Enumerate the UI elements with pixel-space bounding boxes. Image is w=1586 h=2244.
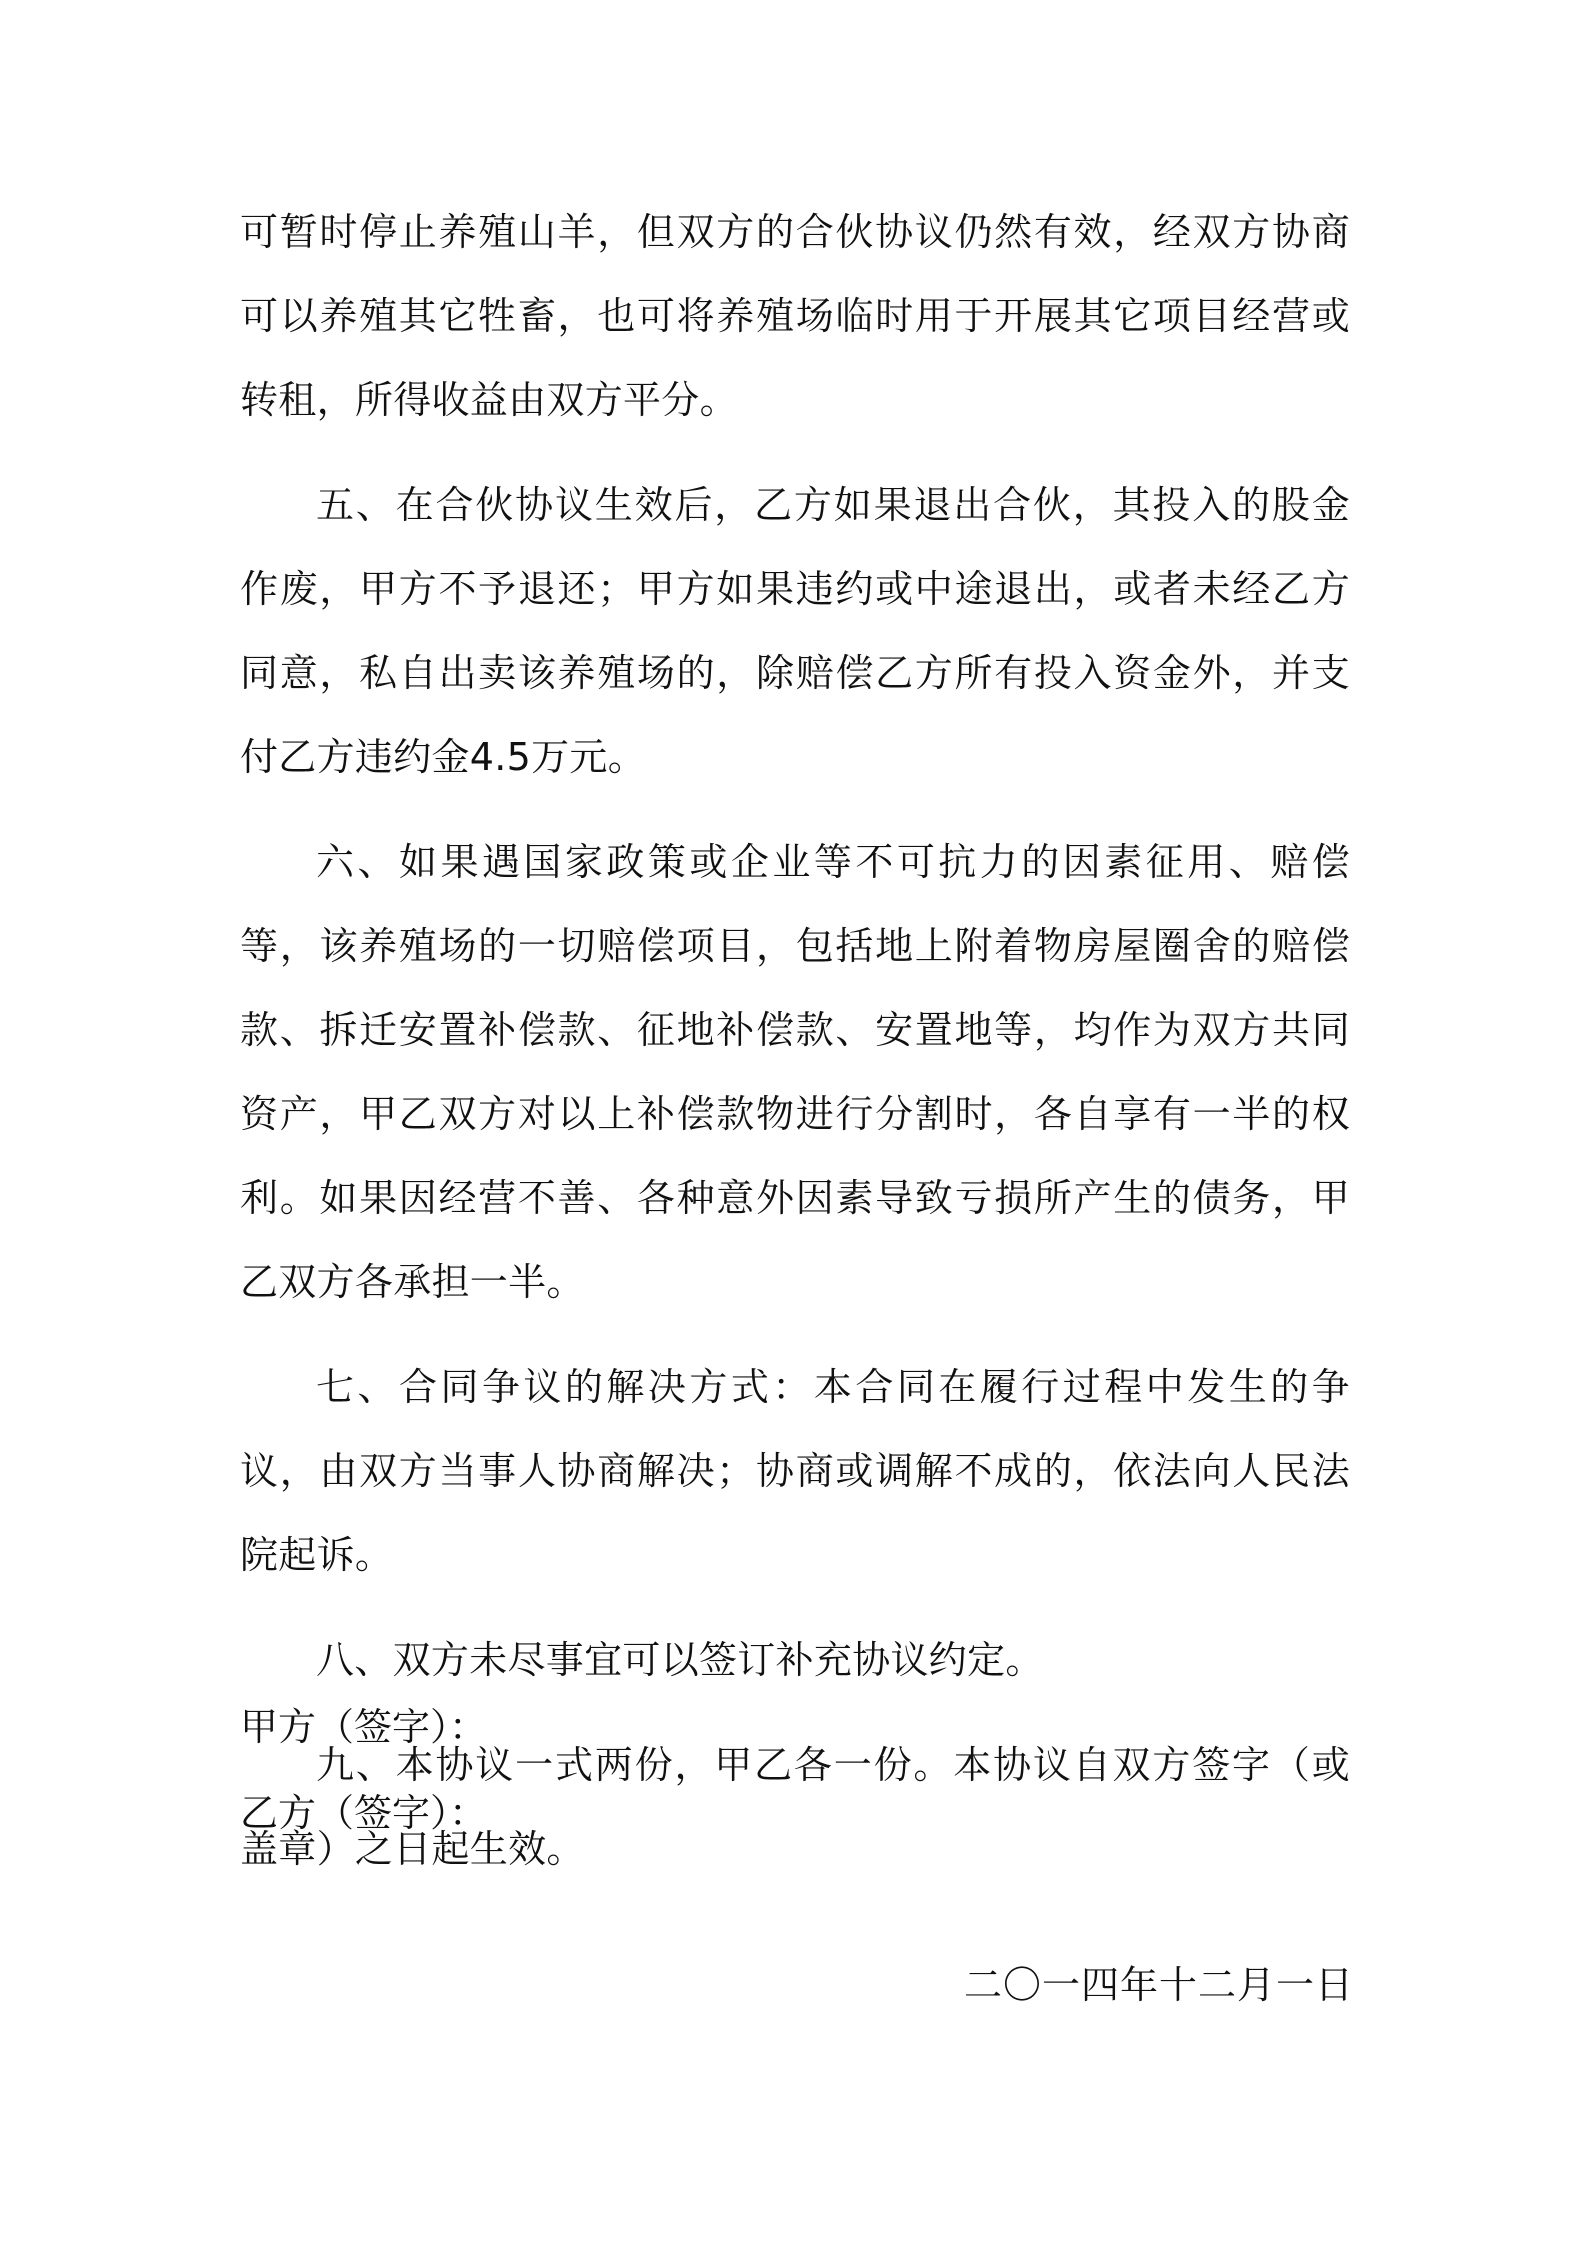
clause-5-paragraph: 五、在合伙协议生效后，乙方如果退出合伙，其投入的股金作废，甲方不予退还；甲方如果违约或中途退出，或者未经乙方同意，私自出卖该养殖场的，除赔偿乙方所有投入资金外，并支付乙方违约金4.5万元。	[240, 483, 1350, 779]
signing-date: 二〇一四年十二月一日	[963, 1963, 1354, 2007]
party-b-signature-line: 乙方（签字）：	[240, 1791, 488, 1835]
clause-8-paragraph: 八、双方未尽事宜可以签订补充协议约定。	[316, 1638, 1044, 1682]
clause-9-paragraph: 九、本协议一式两份，甲乙各一份。本协议自双方签字（或盖章）之日起生效。	[240, 1743, 1350, 1871]
party-a-signature-line: 甲方（签字）：	[240, 1705, 488, 1749]
clause-6-paragraph: 六、如果遇国家政策或企业等不可抗力的因素征用、赔偿等，该养殖场的一切赔偿项目，包括地上附着物房屋圈舍的赔偿款、拆迁安置补偿款、征地补偿款、安置地等，均作为双方共同资产，甲乙双方对以上补偿款物进行分割时，各自享有一半的权利。如果因经营不善、各种意外因素导致亏损所产生的债务，甲乙双方各承担一半。	[240, 840, 1350, 1304]
clause-7-paragraph: 七、合同争议的解决方式：本合同在履行过程中发生的争议，由双方当事人协商解决；协商或调解不成的，依法向人民法院起诉。	[240, 1365, 1350, 1577]
paragraph-continuation: 可暂时停止养殖山羊，但双方的合伙协议仍然有效，经双方协商可以养殖其它牲畜，也可将养殖场临时用于开展其它项目经营或转租，所得收益由双方平分。	[240, 210, 1350, 422]
document-body	[240, 190, 1350, 1912]
